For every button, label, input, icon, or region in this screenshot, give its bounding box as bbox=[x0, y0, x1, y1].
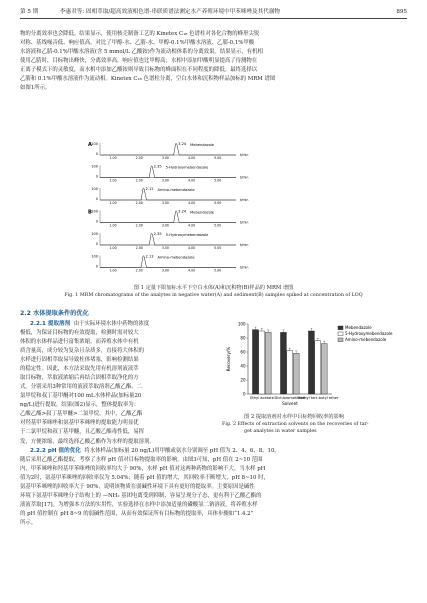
x-tick-label: 4.00 bbox=[187, 268, 196, 273]
text-line: 的 pH 值控制在 pH 8~9 的弱碱性范围，从而有效保证所有目标物的提取率，具体步骤如“1.4.2” bbox=[20, 511, 254, 517]
x-tick-label: 1.00 bbox=[109, 268, 117, 273]
x-tick-label: 5.00 bbox=[214, 223, 222, 228]
bar-2 bbox=[287, 351, 293, 394]
text-line: 使用乙腈时，目标物出峰快，分离效率高，响应值也比甲醇高；水相中添加甲酸明显提高了待测物在 bbox=[20, 58, 258, 64]
peak-retention-time: 2.13 bbox=[145, 254, 154, 259]
figure-2-caption-en-line-1: Fig. 2 Effects of extraction solvents on the recoveries of tar- bbox=[222, 422, 369, 427]
panel-label: A bbox=[88, 142, 92, 148]
text-line: 发，方便浓缩，最终选择乙酸乙酯作为水样的提取溶剂。 bbox=[20, 439, 155, 445]
text-line: 所示。 bbox=[20, 520, 37, 526]
x-tick-label: 3.00 bbox=[161, 223, 169, 228]
peak-retention-time: 3.24 bbox=[178, 209, 187, 214]
x-tick-label: 3.00 bbox=[161, 246, 169, 250]
x-tick-label: 5.00 bbox=[214, 178, 222, 183]
peak-retention-time: 2.35 bbox=[153, 164, 162, 169]
text-line: 随后采用乙酸乙酯提取，考察了水样 pH 值对目标物提取率的影响。由图3可知，pH 值在 2~10 范围 bbox=[20, 457, 263, 463]
issue-number: 第 5 期 bbox=[20, 9, 39, 15]
y-tick-label: 100 bbox=[237, 321, 246, 327]
y-tick-label: 20 bbox=[240, 377, 246, 383]
chromatogram-4 bbox=[88, 210, 248, 228]
x-tick-label: 2.00 bbox=[135, 223, 143, 228]
x-tick-label: 2.00 bbox=[135, 201, 143, 205]
text-line-content: 由于实际环境水体中药物的浓度 bbox=[73, 321, 150, 327]
y-tick-label: 80 bbox=[240, 335, 246, 341]
text-line: 氯甲烷和叔丁基甲醚对100 mL水体样品(加标量20 bbox=[20, 393, 142, 399]
after-figure-text bbox=[20, 438, 407, 528]
text-line: 于二氯甲烷和叔丁基甲醚，且乙酸乙酯毒性低，易挥 bbox=[20, 429, 144, 435]
x-tick-label: 1.00 bbox=[109, 156, 117, 160]
x-tick-label: 3.00 bbox=[161, 156, 169, 160]
x-tick-label: 4.00 bbox=[187, 246, 196, 250]
figure-1-caption-cn: 图 1 定量下限加标水平下空白水体(A)和沉积物(B)样品的 MRM 谱图 bbox=[133, 285, 294, 291]
x-tick-label: 1.00 bbox=[109, 246, 117, 250]
peak-retention-time: 2.35 bbox=[153, 232, 162, 236]
x-tick-label: 5.00 bbox=[214, 246, 222, 250]
y-tick-label: 40 bbox=[240, 363, 246, 369]
figure-2-caption-en-line-2: get analytes in water samples bbox=[244, 429, 317, 434]
bar-1 bbox=[280, 332, 286, 394]
left-column bbox=[20, 320, 210, 437]
x-tick-label: 3.00 bbox=[161, 201, 169, 205]
x-tick-label: 2.00 bbox=[135, 268, 143, 273]
figure-1-caption bbox=[20, 285, 407, 299]
page-number: 895 bbox=[396, 9, 407, 15]
x-tick-label: 5.00 bbox=[214, 268, 222, 273]
x-axis-unit: t/min bbox=[240, 153, 249, 157]
y-axis-bottom-label: 0 bbox=[95, 264, 98, 269]
analyte-name: 5-Hydroxymebendazole bbox=[165, 165, 209, 170]
text-line: 对羟基甲苯咪唑和氨基甲苯咪唑的提取能力明显优 bbox=[20, 420, 139, 426]
analyte-name: Amino-mebendazole bbox=[157, 255, 195, 260]
text-line: 的稳定性。因此，本方法采取先用有机溶剂液液萃 bbox=[20, 366, 139, 372]
running-header bbox=[20, 8, 407, 19]
x-tick-label: 1.00 bbox=[109, 201, 117, 205]
x-axis-unit: t/min bbox=[240, 198, 249, 202]
x-tick-label: 3.00 bbox=[161, 178, 169, 183]
y-axis-top-label: 100 bbox=[91, 254, 98, 259]
analyte-name: Mebendazole bbox=[190, 143, 215, 147]
x-axis-unit: t/min bbox=[240, 175, 249, 180]
text-line bbox=[20, 320, 210, 329]
text-line: 物的分离效率也会降低。结果显示，使用核壳制备工艺的 Kinetex C₁₈ 色谱柱对各化合物的峰形尖锐 bbox=[20, 31, 260, 37]
x-tick-label: 4.00 bbox=[187, 156, 196, 160]
y-axis-top-label: 100 bbox=[91, 209, 98, 214]
analyte-name: 5-Hydroxymebendazole bbox=[165, 233, 209, 237]
figure-1-caption-en: Fig. 1 MRM chromatograms of the analytes in negative water(A) and sediment(B) samples spiked at concentration of LOQ bbox=[64, 293, 363, 298]
y-tick-label: 60 bbox=[240, 349, 246, 355]
text-line: ng/L)进行提取，结果(图2)显示，整体提取率为： bbox=[20, 402, 140, 408]
chromatogram-trace bbox=[100, 211, 236, 223]
chromatogram-1 bbox=[88, 142, 248, 160]
y-axis-bottom-label: 0 bbox=[95, 152, 98, 156]
text-line: 正离子模式下的灵敏度，而水相中添加乙酸铵则导致目标物的峰面积在不同程度的降低。最终选择以 bbox=[20, 67, 258, 73]
x-axis-unit: t/min bbox=[240, 265, 249, 270]
x-tick-label: Ethyl acetate bbox=[250, 396, 274, 400]
x-tick-label: 1.00 bbox=[109, 178, 117, 183]
chromatogram-trace bbox=[100, 143, 236, 155]
text-line: 质含量高，成分较为复杂且杂质多，直接将大体积的 bbox=[20, 348, 144, 354]
bar-1 bbox=[308, 331, 314, 394]
section-heading-2-2: 2.2 水体提取条件的优化 bbox=[20, 310, 89, 317]
x-tick-label: 4.00 bbox=[187, 178, 196, 183]
text-line: 如图1所示。 bbox=[20, 85, 51, 91]
y-axis-top-label: 100 bbox=[91, 164, 98, 169]
running-title: 李惠君等: 固相萃取/超高效液相色谱-串联质谱法测定水产养殖环境中甲苯咪唑及其代谢物 bbox=[60, 9, 281, 15]
text-line: 内，甲苯咪唑和羟基甲苯咪唑的回收率均大于 90%，水样 pH 值对这两种药物的影响不大。当水样 pH bbox=[20, 466, 266, 472]
legend-label: Mebendazole bbox=[345, 325, 372, 331]
figure-2-caption-cn: 图 2 提取溶剂对水样中目标物回收率的影响 bbox=[244, 414, 344, 420]
analyte-name: Mebendazole bbox=[190, 210, 215, 215]
x-axis-unit: t/min bbox=[240, 243, 249, 247]
text-line: 值为2时，氨基甲苯咪唑的回收率仅为 5.04%；随着 pH 值的增大，其回收率不断增大，pH 8~10 时， bbox=[20, 475, 269, 481]
legend-label: 5-Hydroxymebendazole bbox=[345, 331, 393, 337]
x-tick-label: Methyl tert-butyl ether bbox=[297, 396, 339, 400]
chromatogram-3 bbox=[91, 187, 248, 205]
x-axis-unit: t/min bbox=[240, 220, 249, 225]
text-line: 氨基甲苯咪唑的回收率大于 90%，说明该物质在弱碱性环境下具有更好的提取率。主要原因是碱性 bbox=[20, 484, 255, 490]
chromatogram-6 bbox=[91, 255, 248, 273]
subsection-heading-2-2-2: 2.2.2 pH 值的优化 bbox=[30, 448, 81, 454]
y-axis-bottom-label: 0 bbox=[95, 242, 98, 246]
text-line: 环境下氨基甲苯咪唑分子结构上的 —NH₂ 基团电离受到抑制，容易呈现分子态，更有利于乙酸乙酯的 bbox=[20, 493, 262, 499]
text-line: 对称、基线噪音低、响应值高。对比了甲醇-水、乙腈-水、甲醇-0.1%甲酸水溶液、乙腈-0.1%甲酸 bbox=[20, 40, 255, 46]
text-line bbox=[20, 447, 407, 456]
panel-label: B bbox=[88, 209, 92, 216]
y-axis-top-label: 100 bbox=[91, 187, 98, 191]
bar-1 bbox=[252, 330, 258, 394]
peak-retention-time: 3.24 bbox=[178, 142, 187, 146]
x-tick-label: 2.00 bbox=[135, 156, 143, 160]
y-axis-top-label: 100 bbox=[91, 232, 98, 236]
legend-swatch bbox=[338, 338, 343, 342]
x-axis-label: Solvent bbox=[282, 401, 298, 406]
x-tick-label: 5.00 bbox=[214, 201, 222, 205]
x-tick-label: 1.00 bbox=[109, 223, 117, 228]
text-line: 液液萃取[17]。为增强本方法的实用性，实验选择在水样中添加适量的磷酸氢二钠溶液，将养殖水样 bbox=[20, 502, 258, 508]
x-tick-label: Dichloromethane bbox=[274, 396, 306, 400]
legend-label: Amino-mebendazole bbox=[345, 337, 387, 343]
subsection-heading-2-2-1: 2.2.1 提取溶剂 bbox=[30, 321, 71, 327]
x-tick-label: 2.00 bbox=[135, 246, 143, 250]
text-line: 乙酸乙酯>叔丁基甲醚>二氯甲烷。其中，乙酸乙酯 bbox=[20, 411, 143, 417]
bar-3 bbox=[265, 332, 271, 394]
x-tick-label: 4.00 bbox=[187, 201, 196, 205]
text-line: 取目标物，萃取液浓缩后再结合固相萃取净化的方 bbox=[20, 375, 139, 381]
text-line-content: 将水体样品(加标量 20 ng/L)用甲酸或氨水分别调至 pH 值为 2、4、6、8、10。 bbox=[84, 448, 280, 454]
peak-retention-time: 2.12 bbox=[145, 187, 154, 191]
y-axis-top-label: 100 bbox=[91, 142, 98, 146]
y-axis-label: Recovery/% bbox=[226, 346, 231, 372]
y-axis-bottom-label: 0 bbox=[95, 219, 98, 224]
analyte-name: Amino-mebendazole bbox=[157, 188, 195, 192]
figure-1-svg bbox=[86, 140, 249, 276]
intro-paragraph bbox=[20, 30, 407, 93]
x-tick-label: 5.00 bbox=[214, 156, 222, 160]
text-line: 式。分别采用3种常用的液液萃取溶剂乙酸乙酯、二 bbox=[20, 384, 143, 390]
text-line: 水样进行固相萃取易导致柱体堵塞，影响检测结果 bbox=[20, 357, 139, 363]
bar-3 bbox=[293, 353, 299, 394]
x-tick-label: 2.00 bbox=[135, 178, 143, 183]
bar-2 bbox=[259, 331, 265, 394]
text-line: 乙腈和 0.1%甲酸水溶液作为流动相。Kinetex C₁₈ 色谱柱分离，空白水体和沉积物样品加标的 MRM 谱图 bbox=[20, 76, 276, 82]
x-tick-label: 3.00 bbox=[161, 268, 169, 273]
x-tick-label: 4.00 bbox=[187, 223, 196, 228]
chromatogram-5 bbox=[91, 232, 248, 250]
figure-2-caption bbox=[222, 414, 407, 435]
text-line: 体积的水体样品进行富集浓缩。而养殖水体中有机 bbox=[20, 339, 139, 345]
legend-swatch bbox=[338, 326, 343, 330]
text-line: 极低，为保证目标物的有效提取，检测时需对较大 bbox=[20, 330, 139, 336]
legend-swatch bbox=[338, 332, 343, 336]
chromatogram-2 bbox=[91, 165, 248, 183]
y-tick-label: 0 bbox=[242, 391, 246, 397]
y-axis-bottom-label: 0 bbox=[95, 197, 98, 201]
y-axis-bottom-label: 0 bbox=[95, 174, 98, 179]
bar-3 bbox=[321, 344, 327, 394]
bar-2 bbox=[315, 341, 321, 394]
figure-1-chromatograms bbox=[86, 140, 249, 276]
figure-2-bar-chart bbox=[222, 318, 407, 414]
text-line: 水溶液和乙腈-0.1%甲酸水溶液(含 5 mmol/L 乙酸铵)作为流动相体系的分离效果。结果显示，有机相 bbox=[20, 49, 263, 55]
